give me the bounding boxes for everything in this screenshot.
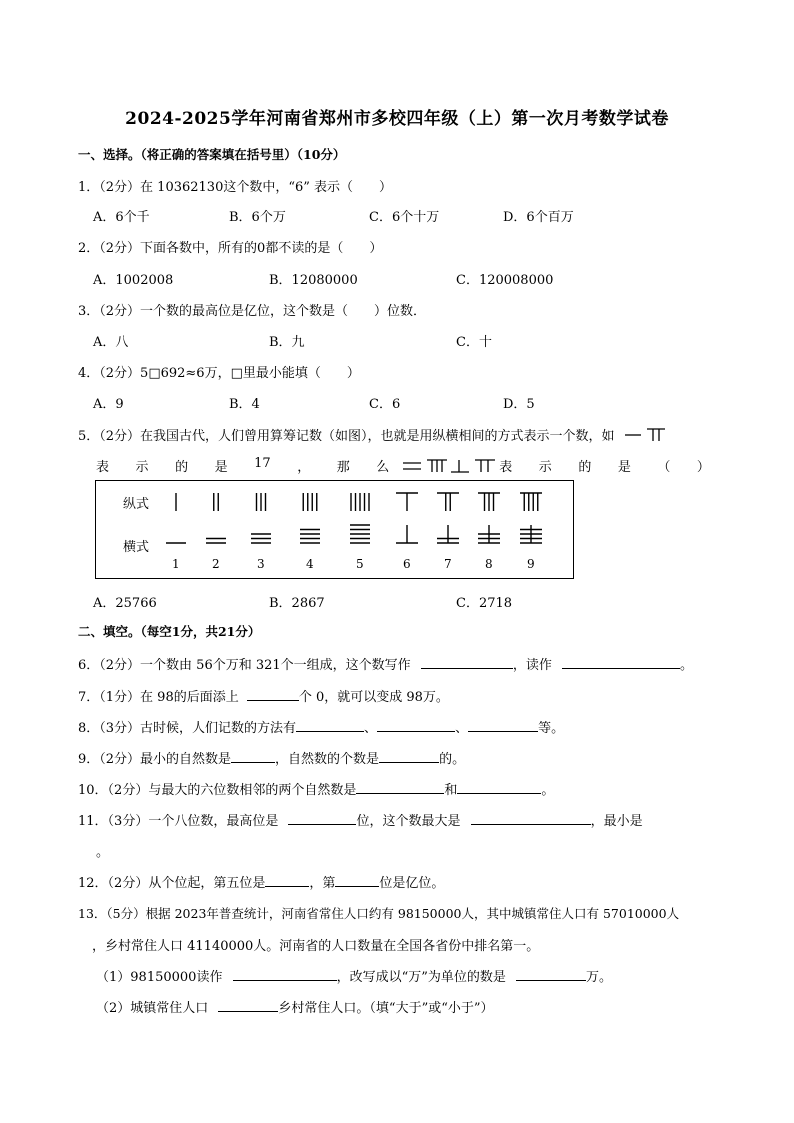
q3-option-a: A．八 bbox=[93, 335, 129, 350]
q11-continuation: 。 bbox=[96, 845, 110, 860]
answer-blank[interactable] bbox=[379, 750, 439, 763]
q13-line-2: ，乡村常住人口 41140000人。河南省的人口数量在全国各省份中排名第一。 bbox=[92, 939, 540, 954]
q4-option-b: B．4 bbox=[229, 397, 260, 412]
answer-blank[interactable] bbox=[296, 719, 364, 732]
q1-option-d: D．6个百万 bbox=[503, 210, 574, 225]
answer-blank[interactable] bbox=[335, 874, 379, 887]
question-10: 10．（2分）与最大的六位数相邻的两个自然数是 和 。 bbox=[78, 783, 555, 798]
answer-blank[interactable] bbox=[377, 719, 455, 732]
digit-label: 7 bbox=[444, 557, 452, 571]
q1-option-a: A．6个千 bbox=[93, 210, 150, 225]
question-5 bbox=[78, 425, 669, 444]
exam-title: 2024-2025学年河南省郑州市多校四年级（上）第一次月考数学试卷 bbox=[125, 109, 669, 129]
rod-numerals-figure bbox=[96, 481, 575, 580]
question-2: 2．（2分）下面各数中，所有的0都不读的是（ ） bbox=[78, 241, 383, 256]
digit-label: 1 bbox=[172, 557, 180, 571]
q5-option-c: C．2718 bbox=[456, 596, 513, 611]
section-2-heading: 二、填空。（每空1分，共21分） bbox=[78, 624, 261, 639]
digit-label: 3 bbox=[257, 557, 265, 571]
q5-line-2: 表 示 的 是 17 ， 那 么 表 示 的 是 （ ） bbox=[96, 456, 710, 475]
q5-option-a: A．25766 bbox=[93, 596, 157, 611]
answer-blank[interactable] bbox=[468, 719, 538, 732]
question-3: 3．（2分）一个数的最高位是亿位，这个数是（ ）位数． bbox=[78, 304, 427, 319]
answer-blank[interactable] bbox=[356, 781, 444, 794]
digit-label: 8 bbox=[485, 557, 493, 571]
digit-label: 9 bbox=[527, 557, 535, 571]
question-11: 11．（3分）一个八位数，最高位是 位，这个数最大是 ，最小是 bbox=[78, 814, 643, 829]
rod-numeral-table bbox=[95, 480, 574, 579]
q2-option-b: B．12080000 bbox=[269, 273, 358, 288]
answer-blank[interactable] bbox=[457, 781, 541, 794]
digit-label: 5 bbox=[356, 557, 364, 571]
q4-option-d: D．5 bbox=[503, 397, 535, 412]
question-12: 12．（2分）从个位起，第五位是 ，第 位是亿位。 bbox=[78, 876, 445, 891]
answer-blank[interactable] bbox=[218, 999, 278, 1012]
q13-part-1: （1）98150000读作 ，改写成以“万”为单位的数是 万。 bbox=[96, 970, 613, 985]
question-6: 6．（2分）一个数由 56个万和 321个一组成，这个数写作 ，读作 。 bbox=[78, 658, 693, 673]
q13-part-2: （2）城镇常住人口 乡村常住人口。（填“大于”或“小于”） bbox=[96, 1001, 494, 1016]
question-9: 9．（2分）最小的自然数是 ，自然数的个数是 的。 bbox=[78, 752, 466, 767]
q4-option-c: C．6 bbox=[369, 397, 401, 412]
digit-label: 4 bbox=[306, 557, 314, 571]
answer-blank[interactable] bbox=[247, 688, 299, 701]
q1-option-b: B．6个万 bbox=[229, 210, 286, 225]
question-8: 8．（3分）古时候，人们记数的方法有 、 、 等。 bbox=[78, 721, 565, 736]
answer-blank[interactable] bbox=[421, 656, 513, 669]
rod-numeral-question-icon bbox=[403, 459, 499, 473]
answer-blank[interactable] bbox=[562, 656, 680, 669]
q3-option-c: C．十 bbox=[456, 335, 492, 350]
rod-numeral-17-icon bbox=[623, 428, 669, 442]
q2-option-c: C．120008000 bbox=[456, 273, 554, 288]
answer-blank[interactable] bbox=[265, 874, 309, 887]
answer-blank[interactable] bbox=[471, 812, 591, 825]
answer-blank[interactable] bbox=[516, 968, 586, 981]
answer-blank[interactable] bbox=[231, 750, 275, 763]
question-13: 13．（5分）根据 2023年普查统计，河南省常住人口约有 98150000人，其中城镇常住人口有 57010000人 bbox=[78, 906, 680, 921]
answer-blank[interactable] bbox=[288, 812, 356, 825]
horizontal-form-label: 横式 bbox=[123, 540, 150, 555]
digit-label: 6 bbox=[403, 557, 411, 571]
question-4: 4．（2分）5□692≈6万，□里最小能填（ ） bbox=[78, 366, 360, 381]
q4-option-a: A．9 bbox=[93, 397, 124, 412]
vertical-form-label: 纵式 bbox=[123, 497, 150, 512]
digit-label: 2 bbox=[212, 557, 220, 571]
question-7: 7．（1分）在 98的后面添上 个 0，就可以变成 98万。 bbox=[78, 690, 449, 705]
q1-option-c: C．6个十万 bbox=[369, 210, 440, 225]
q2-option-a: A．1002008 bbox=[93, 273, 174, 288]
q5-option-b: B．2867 bbox=[269, 596, 325, 611]
answer-blank[interactable] bbox=[233, 968, 337, 981]
q3-option-b: B．九 bbox=[269, 335, 305, 350]
section-1-heading: 一、选择。（将正确的答案填在括号里）（10分） bbox=[78, 147, 346, 162]
q5-stem: 5．（2分）在我国古代，人们曾用算筹记数（如图），也就是用纵横相间的方式表示一个数，如 bbox=[78, 429, 615, 444]
question-1: 1．（2分）在 10362130这个数中，“6” 表示（ ） bbox=[78, 180, 393, 195]
